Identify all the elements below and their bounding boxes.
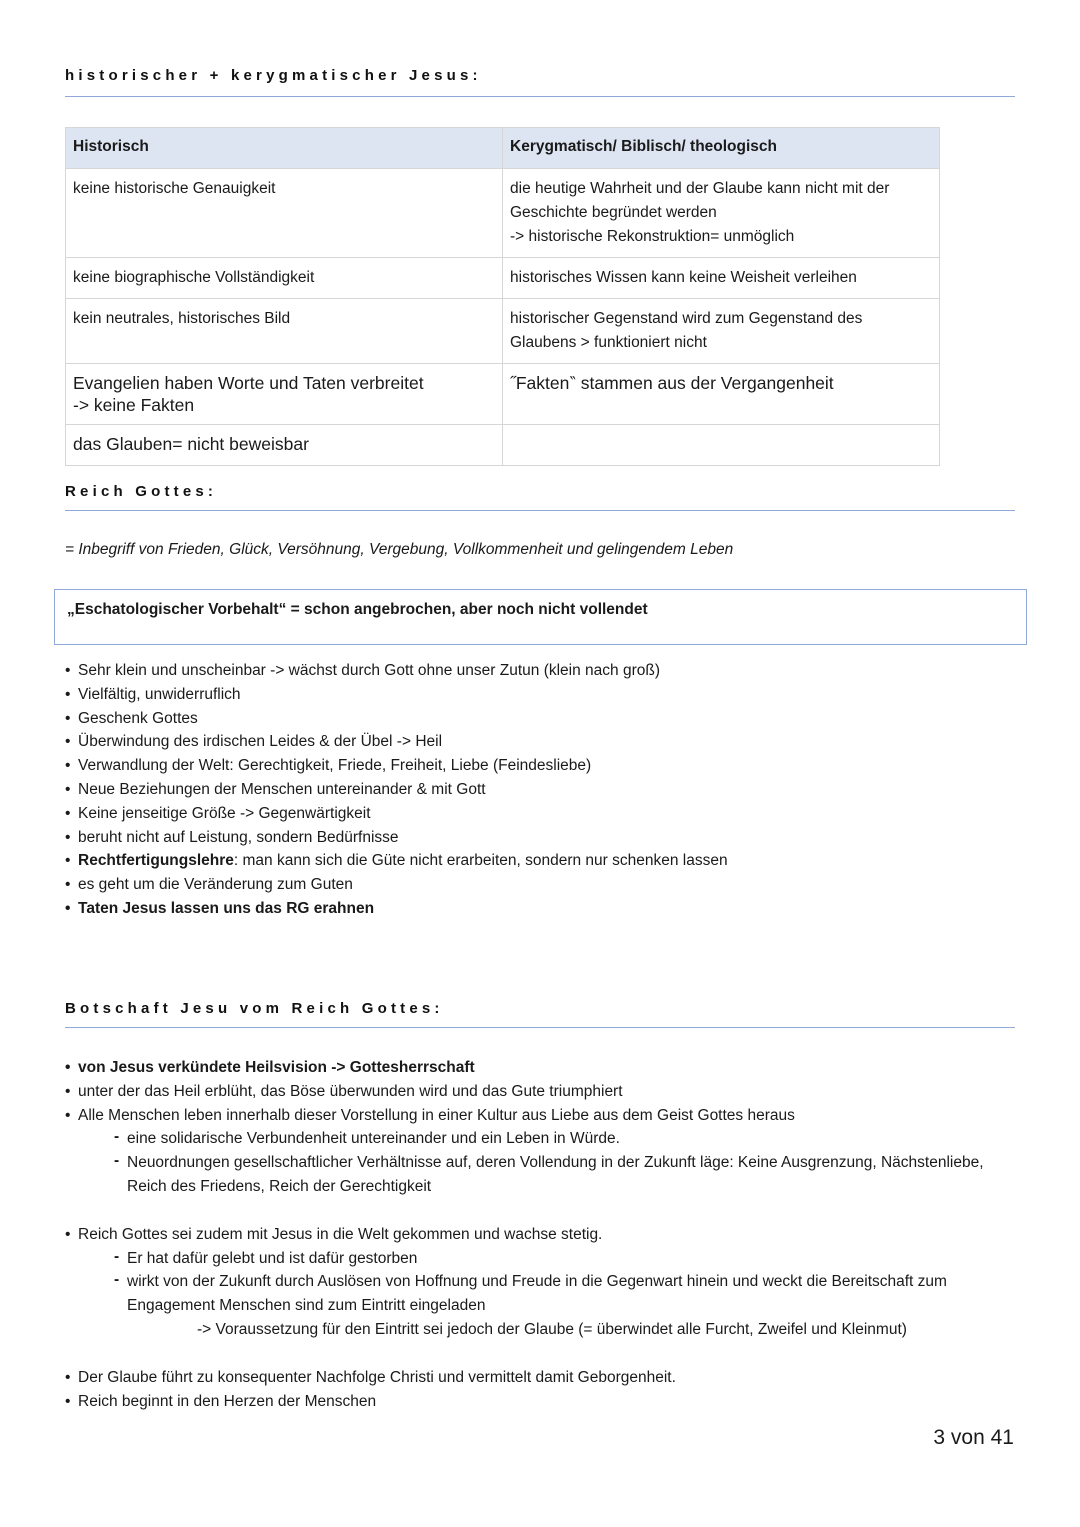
table-header-row bbox=[66, 128, 940, 169]
table-cell bbox=[66, 364, 503, 425]
list-item: • Geschenk Gottes bbox=[65, 707, 728, 731]
list-item: • Keine jenseitige Größe -> Gegenwärtigkeit bbox=[65, 802, 728, 826]
eschatologischer-vorbehalt-box: „Eschatologischer Vorbehalt“ = schon angebrochen, aber noch nicht vollendet bbox=[54, 589, 1027, 645]
table-cell: historisches Wissen kann keine Weisheit verleihen bbox=[503, 258, 940, 299]
section-heading-reich-gottes: Reich Gottes: bbox=[65, 483, 218, 500]
list-item: • Taten Jesus lassen uns das RG erahnen bbox=[65, 897, 728, 921]
botschaft-list bbox=[65, 1056, 1025, 1413]
definition-text: = Inbegriff von Frieden, Glück, Versöhnung, Vergebung, Vollkommenheit und gelingendem Leben bbox=[65, 541, 734, 558]
table-row bbox=[66, 364, 940, 425]
section-heading-botschaft-jesu: Botschaft Jesu vom Reich Gottes: bbox=[65, 1000, 444, 1017]
column-header-historisch: Historisch bbox=[66, 128, 503, 169]
list-item-text: • Reich Gottes sei zudem mit Jesus in die Welt gekommen und wachse stetig. bbox=[78, 1225, 603, 1243]
table-row bbox=[66, 299, 940, 364]
cell-line: -> historische Rekonstruktion= unmöglich bbox=[510, 228, 795, 245]
term-explanation: : man kann sich die Güte nicht erarbeiten, sondern nur schenken lassen bbox=[233, 852, 728, 870]
table-cell: ˝Fakten‶ stammen aus der Vergangenheit bbox=[503, 364, 940, 425]
table-cell: keine historische Genauigkeit bbox=[66, 169, 503, 258]
heading-underline bbox=[65, 96, 1015, 97]
list-item: • es geht um die Veränderung zum Guten bbox=[65, 873, 728, 897]
sub-list bbox=[114, 1127, 1025, 1198]
list-item bbox=[65, 1223, 1025, 1342]
table-row bbox=[66, 258, 940, 299]
table-cell: historischer Gegenstand wird zum Gegenstand des Glaubens > funktioniert nicht bbox=[503, 299, 940, 364]
list-item: • Der Glaube führt zu konsequenter Nachfolge Christi und vermittelt damit Geborgenheit. bbox=[65, 1366, 1025, 1390]
list-item bbox=[65, 849, 728, 873]
heading-underline bbox=[65, 1027, 1015, 1028]
cell-line: -> keine Fakten bbox=[73, 395, 195, 415]
cell-line: Evangelien haben Worte und Taten verbreitet bbox=[73, 373, 424, 393]
list-item: • unter der das Heil erblüht, das Böse überwunden wird und das Gute triumphiert bbox=[65, 1080, 1025, 1104]
heading-underline bbox=[65, 510, 1015, 511]
table-cell: das Glauben= nicht beweisbar bbox=[66, 425, 503, 466]
list-item bbox=[65, 1104, 1025, 1199]
table-row bbox=[66, 169, 940, 258]
reich-gottes-list bbox=[65, 659, 728, 921]
list-item: • beruht nicht auf Leistung, sondern Bedürfnisse bbox=[65, 826, 728, 850]
list-item-text: • Alle Menschen leben innerhalb dieser Vorstellung in einer Kultur aus Liebe aus dem Geist Gottes heraus bbox=[78, 1106, 795, 1124]
table-cell: kein neutrales, historisches Bild bbox=[66, 299, 503, 364]
table-cell bbox=[503, 425, 940, 466]
sub-list-item: - wirkt von der Zukunft durch Auslösen von Hoffnung und Freude in die Gegenwart hinein und weckt die Bereitschaft zum Engagement Menschen sind zum Eintritt eingeladen bbox=[114, 1270, 1025, 1318]
table-row bbox=[66, 425, 940, 466]
comparison-table bbox=[65, 127, 940, 466]
term-rechtfertigungslehre: Rechtfertigungslehre bbox=[78, 852, 234, 870]
sub-list bbox=[114, 1247, 1025, 1318]
sub-list-item: - eine solidarische Verbundenheit untereinander und ein Leben in Würde. bbox=[114, 1127, 1025, 1151]
list-item: • Neue Beziehungen der Menschen untereinander & mit Gott bbox=[65, 778, 728, 802]
column-header-kerygmatisch: Kerygmatisch/ Biblisch/ theologisch bbox=[503, 128, 940, 169]
arrow-note: -> Voraussetzung für den Eintritt sei jedoch der Glaube (= überwindet alle Furcht, Zweifel und Kleinmut) bbox=[197, 1320, 907, 1338]
page-number: 3 von 41 bbox=[933, 1426, 1014, 1449]
list-item: • Vielfältig, unwiderruflich bbox=[65, 683, 728, 707]
list-item: • Überwindung des irdischen Leides & der Übel -> Heil bbox=[65, 730, 728, 754]
list-item: • von Jesus verkündete Heilsvision -> Gottesherrschaft bbox=[65, 1056, 1025, 1080]
sub-list-item: - Er hat dafür gelebt und ist dafür gestorben bbox=[114, 1247, 1025, 1271]
section-heading-historischer-jesus: historischer + kerygmatischer Jesus: bbox=[65, 67, 482, 84]
list-item: • Verwandlung der Welt: Gerechtigkeit, Friede, Freiheit, Liebe (Feindesliebe) bbox=[65, 754, 728, 778]
list-item: • Sehr klein und unscheinbar -> wächst durch Gott ohne unser Zutun (klein nach groß) bbox=[65, 659, 728, 683]
table-cell bbox=[503, 169, 940, 258]
sub-list-item: - Neuordnungen gesellschaftlicher Verhältnisse auf, deren Vollendung in der Zukunft läge: Keine Ausgrenzung, Nächstenliebe, Reich des Friedens, Reich der Gerechtigkeit bbox=[114, 1151, 1025, 1199]
table-cell: keine biographische Vollständigkeit bbox=[66, 258, 503, 299]
cell-line: die heutige Wahrheit und der Glaube kann nicht mit der Geschichte begründet werden bbox=[510, 180, 890, 221]
list-item: • Reich beginnt in den Herzen der Menschen bbox=[65, 1390, 1025, 1414]
